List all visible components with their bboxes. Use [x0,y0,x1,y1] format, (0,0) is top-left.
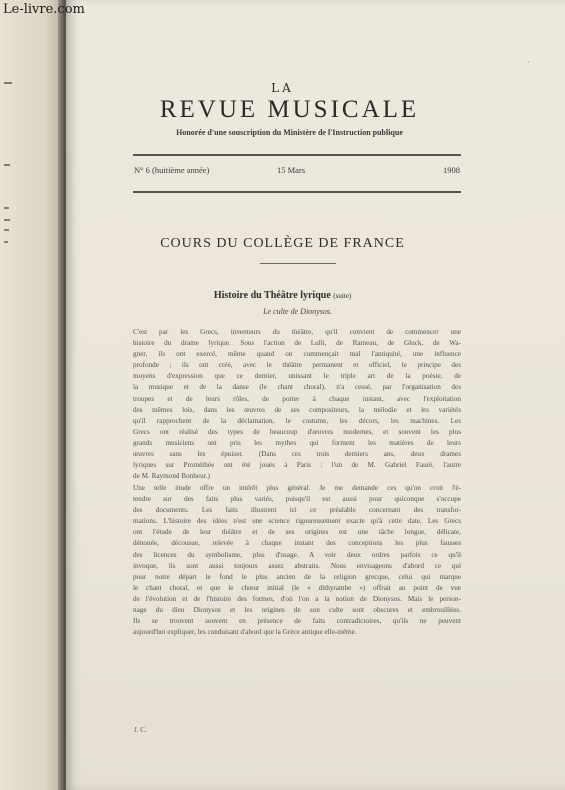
body-paragraph-2 [133,483,461,638]
watermark-text: Le-livre.com [3,2,85,17]
masthead-title: REVUE MUSICALE [159,96,420,123]
text-line: gner, ils ont exercé, même quand on commençait mal l'antiquité, une influence [133,350,461,359]
text-line: Grecs ont réalisé des types de beaucoup d'œuvres modernes, et souvent les plus [133,427,461,436]
issue-date: 15 Mars [277,165,306,175]
author-signature: J. C. [134,726,147,734]
section-rule [260,263,336,264]
text-line: aujourd'hui expliquer, les conduisant d'abord que la Grèce antique elle-même. [133,628,357,637]
issue-number: N° 6 (huitième année) [134,165,210,175]
text-line: œuvres sans les épuiser. (Dans ces trois derniers ans, deux drames [133,450,461,459]
text-line: de l'évolution et de l'histoire des formes, d'où l'on a la notion de Dionysos. Mais le person- [133,594,461,603]
text-line: moyens d'expression que ce dernier, unissant le triple art de la poésie, de [133,372,461,381]
text-line: Ils se trouvent souvent en présence de faits contradictoires, qu'ils ne peuvent [133,617,461,626]
text-line: ont l'étude de leur théâtre et de ses origines est une tâche longue, délicate, [133,528,461,537]
masthead-subtitle: Honorée d'une souscription du Ministère de l'Instruction publique [176,128,403,137]
article-title-note: (suite) [333,292,352,300]
text-line: C'est par les Grecs, inventeurs du théâtre, qu'il convient de commencer une [133,328,461,336]
text-line: dénouée, décousue, relevée à chaque instant des conceptions les plus fausses [133,539,461,548]
text-line: la musique et de la danse (le chant choral), n'a cessé, par l'organisation des [133,383,461,392]
text-line: profonde ; ils ont créé, avec le théâtre permanent et officiel, le principe des [133,361,461,370]
text-line: des licences du symbolisme, plus d'usage. A voir deux ordres parfois ce qu'il [133,550,461,559]
text-line: nage du dieu Dionysos et les origines de son culte sont obscures et embrouillées. [133,606,461,615]
text-line: des mêmes lois, dans les œuvres de ses compositeurs, la mélodie et les variétés [133,405,461,414]
header-rule-bottom [133,191,461,193]
text-line: qu'il rapprochent de la déclamation, le costume, les décors, les machines. Les [133,416,461,425]
text-line: troupes et de leurs rôles, de porter à chaque instant, avec l'exploitation [133,394,461,403]
article-title [0,290,565,301]
corner-mark: · [527,58,530,67]
section-title: COURS DU COLLÈGE DE FRANCE [160,236,405,251]
article-subsection: Le culte de Dionysos. [263,307,332,316]
text-line: mations. L'histoire des idées n'est une science rigoureusement exacte qu'à cette date. Les Grecs [133,517,461,526]
issue-info-row [134,165,460,179]
text-line: lyriques sur Prométhée ont été joués à Paris : l'un de M. Gabriel Fauré, l'autre [133,461,461,470]
article-title-text: Histoire du Théâtre lyrique [213,290,331,301]
header-rule-top [133,154,461,156]
text-line: de M. Raymond Bonheur.) [133,472,210,481]
text-line: Une telle étude offre un intérêt plus général. Je me demande ces qu'on croit l'é- [133,484,461,492]
text-line: histoire du drame lyrique. Sous l'action de Lulli, de Rameau, de Gluck, de Wa- [133,339,461,348]
text-line: tendre sur des faits plus variés, puisqu'il est aussi pour quiconque s'occupe [133,495,461,504]
text-line: des documents. Les faits illustrent ici ce préalable concernant des transfor- [133,506,461,515]
masthead-article: LA [271,81,294,95]
text-line: le chant choral, et que le chœur initial (le « dithyrambe ») offrait au point de vue [133,583,461,592]
text-line: pour notre départ le fond le plus ancien de la religion grecque, celui qui marque [133,572,461,581]
body-paragraph-1 [133,327,461,482]
text-line: invoque, ils sont aussi toujours assez abstraits. Nous envisageons d'abord ce qui [133,561,461,570]
issue-year: 1908 [443,165,460,175]
text-line: grands musiciens ont pris les mythes qui forment les matières de leurs [133,438,461,447]
